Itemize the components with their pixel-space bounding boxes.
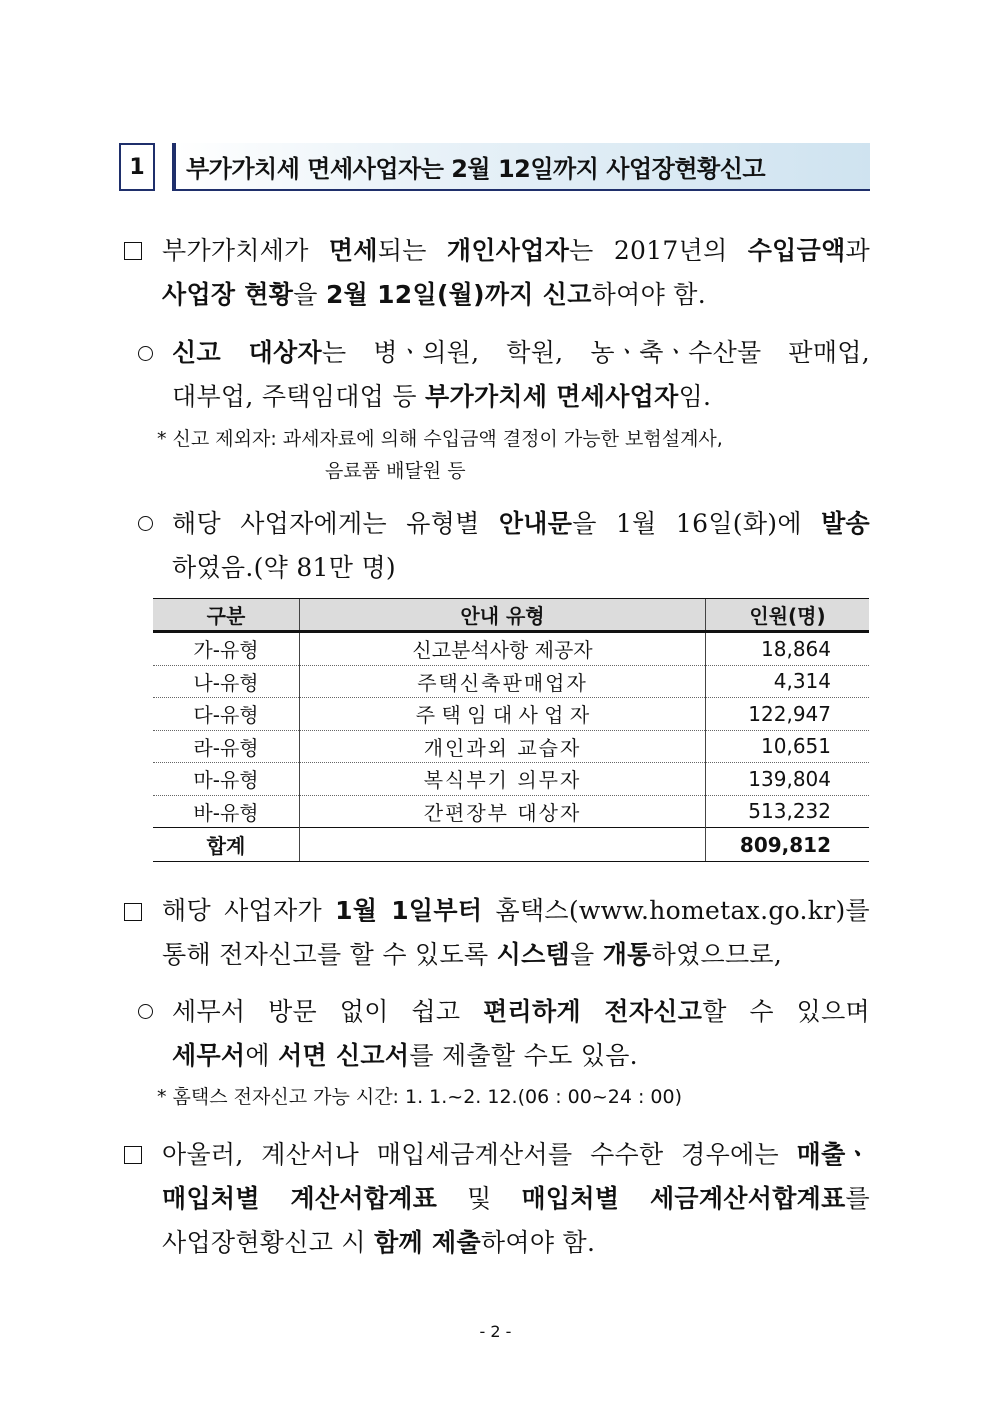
- bold-text: 1월 1일부터: [335, 896, 483, 925]
- table-cell: 마-유형: [153, 763, 300, 796]
- bold-text: 매입처별 세금계산서합계표: [521, 1184, 846, 1213]
- bold-text: 개통: [602, 940, 652, 969]
- table-row: [153, 632, 869, 666]
- text: 하여야 함.: [480, 1228, 596, 1257]
- column-header: 구분: [153, 599, 300, 632]
- paragraph-line: [172, 373, 711, 421]
- table-cell: 바-유형: [153, 795, 300, 828]
- checkbox-square-icon: [124, 242, 142, 260]
- bold-text: 면세: [328, 236, 378, 265]
- text: 및: [437, 1184, 522, 1213]
- checkbox-square-icon: [124, 903, 142, 921]
- text: 세무서 방문 없이 쉽고: [172, 997, 484, 1026]
- section-header: [119, 143, 870, 195]
- table-cell: 주 택 임 대 사 업 자: [300, 698, 706, 731]
- paragraph-line: [172, 500, 870, 548]
- table-cell: 139,804: [706, 763, 870, 796]
- table-cell: 간편장부 대상자: [300, 795, 706, 828]
- bold-text: 매입처별 계산서합계표: [162, 1184, 438, 1213]
- table-row: [153, 698, 869, 731]
- paragraph-line: [162, 227, 870, 275]
- table-row: [153, 665, 869, 698]
- paragraph-line: [162, 271, 706, 319]
- table-cell: 18,864: [706, 632, 870, 666]
- text: 임.: [678, 382, 712, 411]
- text: 과: [845, 236, 870, 265]
- bold-text: 안내문: [498, 509, 573, 538]
- text: 는 병ㆍ의원, 학원, 농ㆍ축ㆍ수산물 판매업,: [321, 338, 870, 367]
- column-header: 인원(명): [706, 599, 870, 632]
- note-line: 음료품 배달원 등: [325, 460, 466, 482]
- paragraph-line: [162, 931, 782, 979]
- bold-text: 사업장 현황: [162, 280, 294, 309]
- page-number: - 2 -: [479, 1322, 512, 1341]
- table-cell: 개인과외 교습자: [300, 730, 706, 763]
- section-number: 1: [119, 143, 155, 191]
- text: 홈택스(www.hometax.go.kr)를: [482, 896, 870, 925]
- paragraph-line: [172, 329, 870, 377]
- text: 를 제출할 수도 있음.: [409, 1041, 638, 1070]
- table-cell: 가-유형: [153, 632, 300, 666]
- bold-text: 편리하게 전자신고: [483, 997, 703, 1026]
- table-row: [153, 795, 869, 828]
- text: 사업장현황신고 시: [162, 1228, 375, 1257]
- bold-text: 매출ㆍ: [796, 1140, 870, 1169]
- table-cell: [300, 828, 706, 862]
- bold-text: 발송: [821, 509, 870, 538]
- note-line: * 홈택스 전자신고 가능 시간: 1. 1.~2. 12.(06 : 00~24 : 00): [157, 1086, 683, 1108]
- paragraph-line: [162, 1219, 595, 1267]
- paragraph-line: [172, 988, 870, 1036]
- table-cell: 나-유형: [153, 665, 300, 698]
- text: 통해 전자신고를 할 수 있도록: [162, 940, 497, 969]
- text: 아울러, 계산서나 매입세금계산서를 수수한 경우에는: [162, 1140, 797, 1169]
- text: 해당 사업자가: [162, 896, 336, 925]
- bold-text: 신고 대상자: [172, 338, 322, 367]
- bold-text: 2월 12일(월)까지 신고: [325, 280, 592, 309]
- text: 부가가치세가: [162, 236, 329, 265]
- bold-text: 부가가치세 면세사업자: [425, 382, 679, 411]
- bold-text: 서면 신고서: [278, 1041, 410, 1070]
- bold-text: 개인사업자: [446, 236, 570, 265]
- paragraph-line: [172, 1032, 638, 1080]
- table-row: [153, 763, 869, 796]
- table-cell: 4,314: [706, 665, 870, 698]
- table-cell: 합계: [153, 828, 300, 862]
- section-title: 부가가치세 면세사업자는 2월 12일까지 사업장현황신고: [172, 143, 870, 191]
- text: 을: [293, 280, 326, 309]
- bullet-circle-icon: [138, 346, 153, 361]
- text: 을 1월 16일(화)에: [572, 509, 822, 538]
- text: 을: [570, 940, 603, 969]
- text: 해당 사업자에게는 유형별: [172, 509, 499, 538]
- bold-text: 함께 제출: [374, 1228, 481, 1257]
- text: 할 수 있으며: [702, 997, 870, 1026]
- table-cell: 주택신축판매업자: [300, 665, 706, 698]
- table-cell: 10,651: [706, 730, 870, 763]
- bullet-circle-icon: [138, 1004, 153, 1019]
- text: 를: [845, 1184, 870, 1213]
- text: 에: [245, 1041, 279, 1070]
- table-cell: 복식부기 의무자: [300, 763, 706, 796]
- bold-text: 수입금액: [747, 236, 846, 265]
- paragraph-line: 하였음.(약 81만 명): [172, 553, 396, 582]
- column-header: 안내 유형: [300, 599, 706, 632]
- table-cell: 513,232: [706, 795, 870, 828]
- paragraph-line: [162, 887, 870, 935]
- table-cell: 122,947: [706, 698, 870, 731]
- table-cell: 809,812: [706, 828, 870, 862]
- text: 하여야 함.: [591, 280, 706, 309]
- recipient-table: [153, 598, 869, 862]
- table-row: [153, 730, 869, 763]
- paragraph-line: [162, 1175, 870, 1223]
- bullet-circle-icon: [138, 516, 153, 531]
- checkbox-square-icon: [124, 1146, 142, 1164]
- paragraph-line: [162, 1131, 870, 1179]
- table-header-row: [153, 599, 869, 632]
- text: 되는: [377, 236, 447, 265]
- bold-text: 세무서: [172, 1041, 246, 1070]
- table-total-row: [153, 828, 869, 862]
- text: 하였으므로,: [651, 940, 783, 969]
- text: 는 2017년의: [569, 236, 748, 265]
- table-cell: 라-유형: [153, 730, 300, 763]
- bold-text: 시스템: [496, 940, 570, 969]
- table-cell: 다-유형: [153, 698, 300, 731]
- note-line: * 신고 제외자: 과세자료에 의해 수입금액 결정이 가능한 보험설계사,: [157, 428, 723, 450]
- table-cell: 신고분석사항 제공자: [300, 632, 706, 666]
- text: 대부업, 주택임대업 등: [172, 382, 426, 411]
